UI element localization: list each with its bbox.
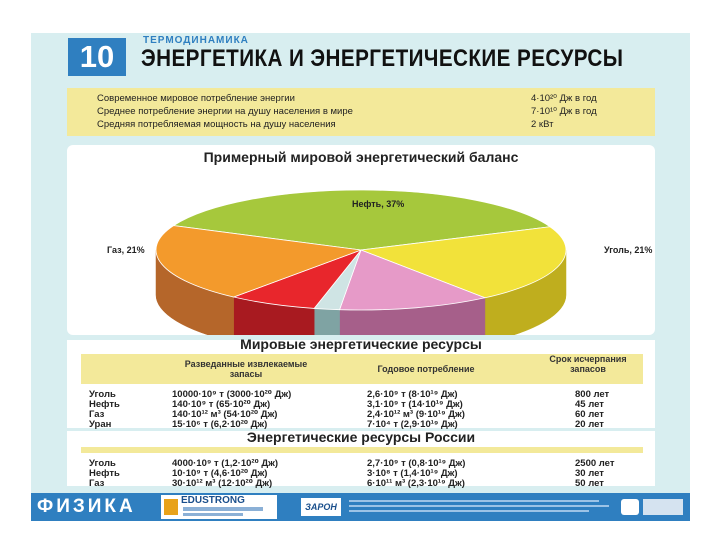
pie-chart-panel <box>67 145 655 335</box>
partner-logo: ЗАРОН <box>301 498 341 516</box>
partner-logo-2 <box>643 499 683 515</box>
footer-fine-print <box>349 510 589 512</box>
publisher-name: EDUSTRONG <box>181 495 245 506</box>
cell-name: Газ <box>89 478 105 489</box>
info-value: 4·10²⁰ Дж в год <box>531 93 597 104</box>
table-header <box>81 354 643 384</box>
slice-label: Газ, 21% <box>107 245 145 255</box>
cell-reserves: 30·10¹² м³ (12·10²⁰ Дж) <box>172 478 273 489</box>
cell-term: 20 лет <box>575 419 604 430</box>
cell-reserves: 10·10⁹ т (4,6·10²⁰ Дж) <box>172 468 268 479</box>
world-resources-panel <box>67 336 655 430</box>
cell-annual: 2,4·10¹² м³ (9·10¹⁹ Дж) <box>367 409 465 420</box>
cell-term: 2500 лет <box>575 458 615 469</box>
info-label: Среднее потребление энергии на душу населения в мире <box>97 106 353 117</box>
divider-band <box>81 447 643 453</box>
cell-name: Уголь <box>89 389 116 400</box>
cell-annual: 6·10¹¹ м³ (2,3·10¹⁹ Дж) <box>367 478 465 489</box>
cell-reserves: 140·10¹² м³ (54·10²⁰ Дж) <box>172 409 278 420</box>
footer-fine-print <box>349 505 609 507</box>
footer-fine-print <box>349 500 599 502</box>
info-panel <box>67 88 655 136</box>
cell-annual: 3·10⁸ т (1,4·10¹⁹ Дж) <box>367 468 458 479</box>
publisher-icon <box>164 499 178 515</box>
cell-annual: 2,6·10⁹ т (8·10¹⁹ Дж) <box>367 389 458 400</box>
cell-term: 800 лет <box>575 389 610 400</box>
footer-brand: ФИЗИКА <box>37 496 136 517</box>
slice-label: Уголь, 21% <box>604 245 653 255</box>
cell-reserves: 15·10⁶ т (6,2·10²⁰ Дж) <box>172 419 268 430</box>
header-term: Срок исчерпания запасов <box>549 354 627 374</box>
poster <box>31 33 690 521</box>
pie-chart <box>67 145 655 335</box>
cell-name: Нефть <box>89 468 120 479</box>
info-label: Средняя потребляемая мощность на душу населения <box>97 119 336 130</box>
cell-term: 60 лет <box>575 409 604 420</box>
chart-title: Примерный мировой энергетический баланс <box>203 149 519 165</box>
cell-name: Газ <box>89 409 105 420</box>
publisher-logo <box>161 495 277 519</box>
topic-label: ТЕРМОДИНАМИКА <box>143 35 249 46</box>
page-title: ЭНЕРГЕТИКА И ЭНЕРГЕТИЧЕСКИЕ РЕСУРСЫ <box>141 45 624 72</box>
header-reserves: Разведанные извлекаемые запасы <box>184 359 308 379</box>
pie-side-гэс <box>314 308 339 335</box>
cell-annual: 2,7·10⁹ т (0,8·10¹⁹ Дж) <box>367 458 466 469</box>
info-value: 2 кВт <box>531 119 554 130</box>
cell-name: Уран <box>89 419 112 430</box>
cell-annual: 7·10⁴ т (2,9·10¹⁹ Дж) <box>367 419 458 430</box>
russia-resources-title: Энергетические ресурсы России <box>246 429 476 445</box>
cell-reserves: 10000·10⁹ т (3000·10²⁰ Дж) <box>172 389 292 400</box>
cell-term: 30 лет <box>575 468 604 479</box>
cell-name: Нефть <box>89 399 120 410</box>
chapter-number: 10 <box>68 38 126 76</box>
cell-reserves: 4000·10⁹ т (1,2·10²⁰ Дж) <box>172 458 279 469</box>
cell-name: Уголь <box>89 458 116 469</box>
russia-resources-panel <box>67 429 655 489</box>
header-annual: Годовое потребление <box>377 364 475 374</box>
info-label: Современное мировое потребление энергии <box>97 93 295 104</box>
gear-icon <box>621 499 639 515</box>
publisher-tagline <box>183 513 243 516</box>
footer-bar <box>31 493 690 521</box>
info-value: 7·10¹⁰ Дж в год <box>531 106 597 117</box>
cell-annual: 3,1·10⁹ т (14·10¹⁹ Дж) <box>367 399 463 410</box>
cell-term: 45 лет <box>575 399 604 410</box>
slice-label: Нефть, 37% <box>352 199 405 209</box>
world-resources-title: Мировые энергетические ресурсы <box>240 336 482 352</box>
cell-term: 50 лет <box>575 478 604 489</box>
cell-reserves: 140·10⁹ т (65·10²⁰ Дж) <box>172 399 271 410</box>
publisher-tagline <box>183 507 263 511</box>
